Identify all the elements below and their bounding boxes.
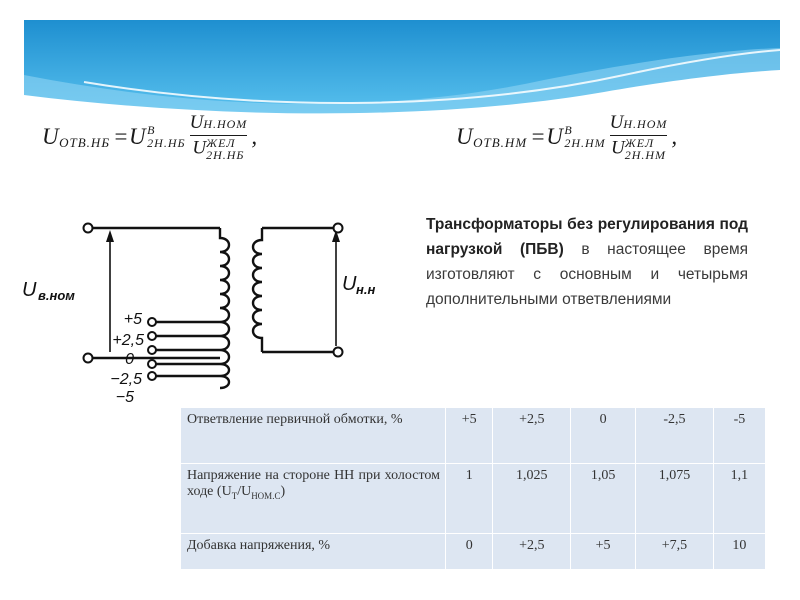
table-cell: 10 [713, 534, 765, 570]
primary-coil [220, 228, 229, 388]
primary-terminal-top [84, 224, 93, 233]
tap-terminal-zero [148, 346, 156, 354]
table-row [181, 408, 766, 464]
table-cell: 1 [446, 464, 493, 534]
table-cell: 1,075 [636, 464, 714, 534]
formula-left-comma: , [251, 123, 258, 149]
table-cell: 1,1 [713, 464, 765, 534]
formula-left-rhs-sup: B [147, 122, 156, 137]
table-row [181, 534, 766, 570]
tap-terminal-minus25 [148, 360, 156, 368]
formula-left-lhs: U [42, 123, 60, 149]
table-cell-label [181, 464, 446, 534]
tap-label-minus25: −2,5 [110, 371, 142, 388]
table-cell-label: Ответвление первичной обмотки, % [181, 408, 446, 464]
table-cell: +2,5 [493, 534, 571, 570]
table-label-sub: НОМ.С [251, 490, 281, 501]
table-cell: 0 [571, 408, 636, 464]
formula-left-lhs-sub: ОТВ.НБ [59, 134, 110, 150]
table-label-text: /U [237, 484, 252, 499]
formula-left-den-sup: ЖЕЛ [206, 136, 236, 151]
label-u-primary-sub: в.ном [38, 288, 75, 303]
formula-left-num-sub: Н.НОМ [203, 117, 248, 131]
description-rest: в настоящее время изготовляют с основным и четырьмя дополнительными ответвлениями [426, 241, 748, 308]
tap-terminal-minus5 [148, 372, 156, 380]
table-label-text: Напряжение на стороне НН при холостом ходе (U [187, 468, 440, 499]
tap-label-plus5: +5 [123, 311, 142, 328]
table-cell-label: Добавка напряжения, % [181, 534, 446, 570]
tap-terminal-plus5 [148, 318, 156, 326]
primary-terminal-bottom [84, 354, 93, 363]
label-u-secondary-sub: н.н [356, 282, 376, 297]
label-u-secondary: U [342, 273, 357, 295]
primary-arrowhead [106, 230, 114, 242]
formula-left [42, 112, 258, 161]
table-cell: -2,5 [636, 408, 714, 464]
table-cell: 1,05 [571, 464, 636, 534]
table-cell: 0 [446, 534, 493, 570]
table-cell: 1,025 [493, 464, 571, 534]
formula-left-den-sub: 2Н.НБ [206, 148, 245, 163]
description-bold: Трансформаторы без регулирования под нагрузкой (ПБВ) [426, 216, 748, 258]
formula-right-fraction [610, 112, 668, 161]
formula-right-num-sub: Н.НОМ [623, 117, 668, 131]
description-text [426, 212, 748, 312]
formula-left-rhs: U [129, 123, 147, 149]
tap-label-minus5: −5 [115, 389, 134, 406]
table-row [181, 464, 766, 534]
formula-right-num: U [609, 112, 624, 133]
header-banner [24, 20, 780, 120]
formula-left-fraction [190, 112, 248, 161]
table-label-text: ) [280, 484, 286, 499]
table-cell: -5 [713, 408, 765, 464]
formula-left-eq: = [113, 123, 130, 149]
formula-right-lhs: U [456, 123, 474, 149]
secondary-terminal-bottom [334, 348, 343, 357]
table-cell: +7,5 [636, 534, 714, 570]
secondary-coil [253, 228, 262, 352]
label-u-primary: U [22, 279, 37, 301]
formula-left-num: U [189, 112, 204, 133]
tap-terminal-plus25 [148, 332, 156, 340]
formula-right [456, 112, 678, 161]
formula-right-rhs-sub: 2Н.НМ [564, 135, 606, 150]
formula-right-den-sub: 2Н.НМ [624, 148, 667, 163]
table-cell: +5 [571, 534, 636, 570]
tap-label-zero: 0 [125, 351, 134, 368]
tap-table [180, 407, 766, 570]
formula-right-eq: = [530, 123, 547, 149]
secondary-terminal-top [334, 224, 343, 233]
formula-right-rhs: U [546, 123, 564, 149]
formula-right-rhs-sup: B [564, 122, 573, 137]
transformer-diagram [20, 204, 380, 430]
table-cell: +5 [446, 408, 493, 464]
table-label-sub: Т [231, 490, 238, 501]
formula-left-den: U [192, 137, 207, 159]
tap-label-plus25: +2,5 [112, 332, 144, 349]
formula-left-rhs-sub: 2Н.НБ [147, 135, 186, 150]
formula-right-comma: , [671, 123, 678, 149]
formula-right-lhs-sub: ОТВ.НМ [473, 134, 528, 150]
formula-right-den-sup: ЖЕЛ [624, 136, 655, 151]
formula-right-den: U [610, 137, 625, 159]
table-cell: +2,5 [493, 408, 571, 464]
